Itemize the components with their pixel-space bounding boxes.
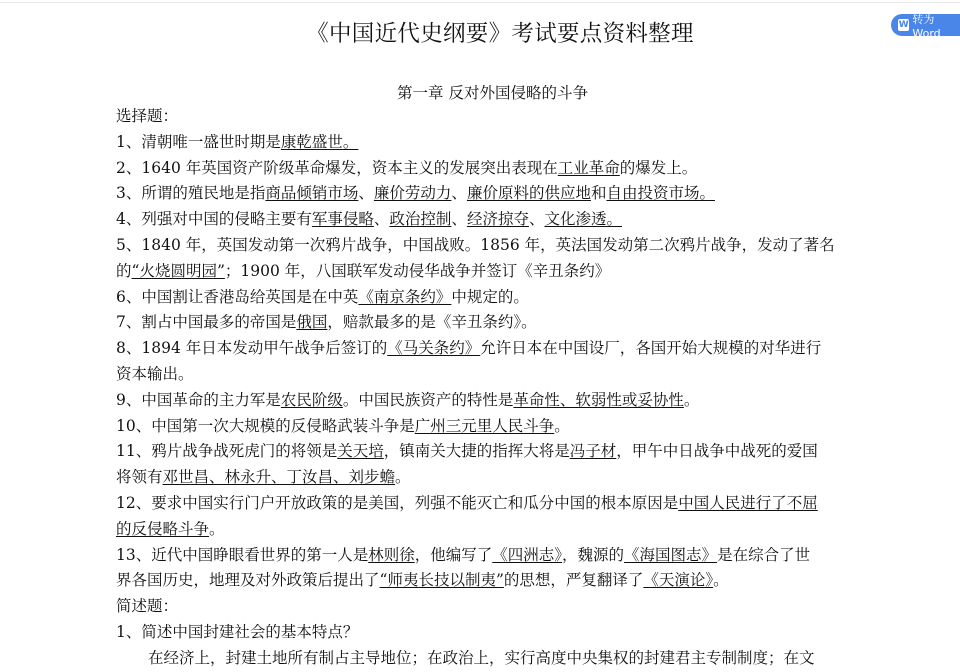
text-segment: 、 xyxy=(451,184,467,203)
text-line xyxy=(116,207,876,233)
underlined-answer: 廉价劳动力 xyxy=(373,184,452,203)
underlined-answer: 经济掠夺 xyxy=(466,210,529,229)
top-border xyxy=(0,2,960,3)
text-segment: 是在综合了世 xyxy=(717,545,811,564)
text-segment: 界各国历史，地理及对外政策后提出了 xyxy=(116,571,380,590)
underlined-answer: 冯子材 xyxy=(569,442,617,461)
convert-to-word-label: 转为Word xyxy=(912,12,941,40)
text-line xyxy=(116,517,876,543)
text-line xyxy=(116,104,876,130)
text-segment: 。 xyxy=(713,571,729,590)
text-segment: 简述题： xyxy=(116,597,179,616)
underlined-answer: 广州三元里人民斗争 xyxy=(414,416,555,435)
text-segment: 13、近代中国睁眼看世界的第一人是 xyxy=(116,545,369,564)
text-segment: ，魏源的 xyxy=(562,545,625,564)
underlined-answer: “火烧圆明园” xyxy=(131,261,225,280)
text-segment: 。 xyxy=(209,519,225,538)
underlined-answer: 关天培 xyxy=(337,442,384,461)
text-line xyxy=(116,285,876,311)
underlined-answer: 军事侵略 xyxy=(311,210,374,229)
text-segment: 4、列强对中国的侵略主要有 xyxy=(116,210,312,229)
text-segment: 1、简述中国封建社会的基本特点？ xyxy=(116,622,359,641)
text-segment: ，他编写了 xyxy=(414,545,493,564)
text-segment: 、 xyxy=(358,184,374,203)
underlined-answer: 的反侵略斗争 xyxy=(116,519,210,538)
chapter-heading: 第一章 反对外国侵略的斗争 xyxy=(397,84,588,102)
text-line xyxy=(116,362,876,388)
text-segment: 选择题： xyxy=(116,107,179,125)
text-segment: 1、清朝唯一盛世时期是 xyxy=(116,132,281,151)
text-segment: 、 xyxy=(451,210,467,229)
text-segment: 9、中国革命的主力军是 xyxy=(116,390,281,409)
underlined-answer: 《南京条约》 xyxy=(358,287,452,306)
underlined-answer: 农民阶级 xyxy=(280,390,343,409)
underlined-answer: 革命性、软弱性或妥协性 xyxy=(513,390,684,409)
underlined-answer: “师夷长技以制夷” xyxy=(379,571,504,590)
text-segment: 3、所谓的殖民地是指 xyxy=(116,184,266,203)
text-segment: 。 xyxy=(554,416,570,435)
underlined-answer: 自由投资市场。 xyxy=(606,184,715,203)
document-title: 《中国近代史纲要》考试要点资料整理 xyxy=(306,21,694,47)
underlined-answer: 俄国 xyxy=(296,313,328,332)
text-segment: ；1900 年，八国联军发动侵华战争并签订《辛丑条约》 xyxy=(224,261,611,280)
text-segment: 。 xyxy=(395,468,411,487)
text-line xyxy=(116,543,876,569)
text-line xyxy=(116,156,876,182)
text-line xyxy=(116,259,876,285)
text-line xyxy=(116,465,876,491)
text-segment: 的 xyxy=(116,261,132,280)
text-line xyxy=(116,414,876,440)
text-line xyxy=(116,568,876,594)
underlined-answer: 邓世昌、林永升、丁汝昌、刘步蟾 xyxy=(162,468,396,487)
text-line xyxy=(116,181,876,207)
text-segment: 的爆发上。 xyxy=(619,158,698,177)
text-line xyxy=(116,491,876,517)
text-line xyxy=(116,646,876,672)
text-segment: 将领有 xyxy=(116,468,163,487)
text-segment: ，镇南关大捷的指挥大将是 xyxy=(383,442,570,461)
underlined-answer: 文化渗透。 xyxy=(544,210,622,229)
text-segment: 中规定的。 xyxy=(451,287,529,306)
text-segment: 、 xyxy=(373,210,390,229)
underlined-answer: 中国人民进行了不屈 xyxy=(678,493,818,512)
underlined-answer: 政治控制 xyxy=(389,210,452,229)
underlined-answer: 《海国图志》 xyxy=(624,545,718,564)
text-segment: 6、中国割让香港岛给英国是在中英 xyxy=(116,287,359,306)
text-line xyxy=(116,310,876,336)
text-segment: 在经济上，封建土地所有制占主导地位；在政治上，实行高度中央集权的封建君主专制制度；在文 xyxy=(148,648,815,667)
text-segment: 11、鸦片战争战死虎门的将领是 xyxy=(116,442,338,461)
text-line xyxy=(116,233,876,259)
text-segment: 资本输出。 xyxy=(116,364,194,383)
text-segment: 12、要求中国实行门户开放政策的是美国，列强不能灭亡和瓜分中国的根本原因是 xyxy=(116,493,679,512)
text-segment: 的思想，严复翻译了 xyxy=(503,571,644,590)
text-line xyxy=(116,388,876,414)
text-segment: 、 xyxy=(528,210,545,229)
text-segment: 8、1894 年日本发动甲午战争后签订的 xyxy=(116,339,388,358)
underlined-answer: 《马关条约》 xyxy=(387,339,481,358)
word-doc-icon: W xyxy=(898,20,909,30)
text-segment: 10、中国第一次大规模的反侵略武装斗争是 xyxy=(116,416,415,435)
text-segment: 2、1640 年英国资产阶级革命爆发，资本主义的发展突出表现在 xyxy=(116,158,558,177)
text-line xyxy=(116,439,876,465)
underlined-answer: 《四洲志》 xyxy=(492,545,563,564)
text-line xyxy=(116,130,876,156)
text-segment: 和 xyxy=(590,184,607,203)
text-segment: 允许日本在中国设厂，各国开始大规模的对华进行 xyxy=(480,339,822,358)
document-body xyxy=(116,104,876,672)
text-segment: 。 xyxy=(683,390,700,409)
text-segment: 。中国民族资产的特性是 xyxy=(342,390,514,409)
underlined-answer: 商品倾销市场 xyxy=(265,184,359,203)
underlined-answer: 林则徐 xyxy=(368,545,415,564)
underlined-answer: 《天演论》 xyxy=(643,571,714,590)
text-segment: ，甲午中日战争中战死的爱国 xyxy=(616,442,818,461)
text-line xyxy=(116,594,876,620)
text-line xyxy=(116,620,876,646)
underlined-answer: 工业革命 xyxy=(557,158,620,177)
underlined-answer: 康乾盛世。 xyxy=(280,132,359,151)
text-segment: 7、割占中国最多的帝国是 xyxy=(116,313,297,332)
underlined-answer: 廉价原料的供应地 xyxy=(466,184,591,203)
text-line xyxy=(116,336,876,362)
text-segment: 5、1840 年，英国发动第一次鸦片战争，中国战败。1856 年，英法国发动第二次鸦片战争，发动了著名 xyxy=(116,235,835,254)
text-segment: ，赔款最多的是《辛丑条约》。 xyxy=(327,313,537,332)
